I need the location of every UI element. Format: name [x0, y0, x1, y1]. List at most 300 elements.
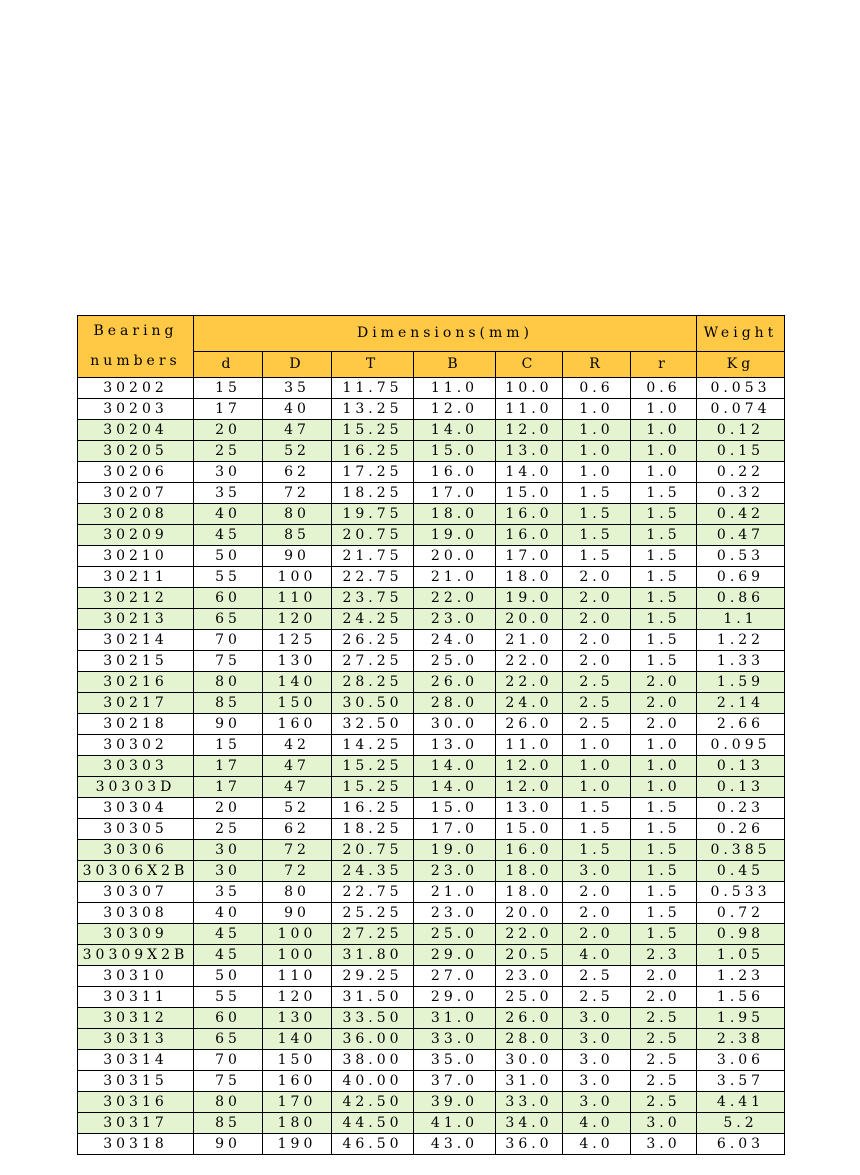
outer-d-cell: 160 — [263, 714, 332, 735]
r-small-cell: 1.5 — [631, 861, 697, 882]
bearing-number-cell: 30305 — [78, 819, 194, 840]
bearing-number-cell: 30309 — [78, 924, 194, 945]
table-row — [78, 672, 785, 693]
b-cell: 27.0 — [414, 966, 496, 987]
b-cell: 30.0 — [414, 714, 496, 735]
table-row — [78, 735, 785, 756]
r-small-cell: 2.0 — [631, 672, 697, 693]
t-cell: 31.80 — [332, 945, 414, 966]
c-cell: 16.0 — [496, 525, 563, 546]
weight-cell: 1.56 — [697, 987, 785, 1008]
r-large-cell: 0.6 — [563, 378, 631, 399]
r-small-cell: 1.0 — [631, 441, 697, 462]
outer-d-cell: 62 — [263, 819, 332, 840]
bearing-number-cell: 30303D — [78, 777, 194, 798]
r-large-cell: 3.0 — [563, 1029, 631, 1050]
table-row — [78, 609, 785, 630]
r-large-cell: 3.0 — [563, 1008, 631, 1029]
b-cell: 35.0 — [414, 1050, 496, 1071]
b-cell: 21.0 — [414, 567, 496, 588]
outer-d-cell: 52 — [263, 441, 332, 462]
c-cell: 23.0 — [496, 966, 563, 987]
table-row — [78, 903, 785, 924]
t-cell: 16.25 — [332, 441, 414, 462]
outer-d-cell: 180 — [263, 1113, 332, 1134]
bearing-number-cell: 30316 — [78, 1092, 194, 1113]
b-cell: 23.0 — [414, 903, 496, 924]
header-col-c: C — [496, 351, 563, 377]
b-cell: 25.0 — [414, 924, 496, 945]
table-row — [78, 483, 785, 504]
table-row — [78, 378, 785, 399]
c-cell: 26.0 — [496, 714, 563, 735]
c-cell: 33.0 — [496, 1092, 563, 1113]
bearing-table — [77, 315, 785, 1155]
c-cell: 21.0 — [496, 630, 563, 651]
weight-cell: 1.22 — [697, 630, 785, 651]
weight-cell: 0.385 — [697, 840, 785, 861]
outer-d-cell: 47 — [263, 777, 332, 798]
outer-d-cell: 90 — [263, 546, 332, 567]
c-cell: 12.0 — [496, 420, 563, 441]
b-cell: 33.0 — [414, 1029, 496, 1050]
header-bearing-numbers — [78, 316, 194, 378]
table-row — [78, 1008, 785, 1029]
r-small-cell: 2.5 — [631, 1008, 697, 1029]
d-cell: 65 — [194, 609, 263, 630]
r-large-cell: 2.0 — [563, 567, 631, 588]
r-large-cell: 1.0 — [563, 777, 631, 798]
d-cell: 60 — [194, 1008, 263, 1029]
b-cell: 17.0 — [414, 819, 496, 840]
weight-cell: 0.53 — [697, 546, 785, 567]
weight-cell: 1.33 — [697, 651, 785, 672]
weight-cell: 0.42 — [697, 504, 785, 525]
r-large-cell: 1.5 — [563, 840, 631, 861]
b-cell: 41.0 — [414, 1113, 496, 1134]
r-large-cell: 3.0 — [563, 1050, 631, 1071]
bearing-number-cell: 30318 — [78, 1134, 194, 1155]
b-cell: 23.0 — [414, 861, 496, 882]
weight-cell: 0.13 — [697, 756, 785, 777]
d-cell: 70 — [194, 1050, 263, 1071]
d-cell: 55 — [194, 567, 263, 588]
c-cell: 16.0 — [496, 504, 563, 525]
bearing-number-cell: 30312 — [78, 1008, 194, 1029]
bearing-number-cell: 30211 — [78, 567, 194, 588]
d-cell: 90 — [194, 714, 263, 735]
r-small-cell: 1.5 — [631, 882, 697, 903]
c-cell: 25.0 — [496, 987, 563, 1008]
table-row — [78, 840, 785, 861]
bearing-number-cell: 30307 — [78, 882, 194, 903]
d-cell: 20 — [194, 798, 263, 819]
outer-d-cell: 120 — [263, 609, 332, 630]
outer-d-cell: 100 — [263, 567, 332, 588]
b-cell: 28.0 — [414, 693, 496, 714]
t-cell: 11.75 — [332, 378, 414, 399]
bearing-number-cell: 30206 — [78, 462, 194, 483]
t-cell: 21.75 — [332, 546, 414, 567]
c-cell: 18.0 — [496, 567, 563, 588]
bearing-number-cell: 30217 — [78, 693, 194, 714]
weight-cell: 5.2 — [697, 1113, 785, 1134]
table-row — [78, 420, 785, 441]
bearing-number-cell: 30303 — [78, 756, 194, 777]
bearing-number-cell: 30205 — [78, 441, 194, 462]
weight-cell: 0.15 — [697, 441, 785, 462]
r-large-cell: 1.0 — [563, 420, 631, 441]
t-cell: 29.25 — [332, 966, 414, 987]
r-small-cell: 2.5 — [631, 1029, 697, 1050]
r-large-cell: 2.5 — [563, 714, 631, 735]
weight-cell: 1.59 — [697, 672, 785, 693]
r-large-cell: 1.5 — [563, 546, 631, 567]
r-large-cell: 3.0 — [563, 1092, 631, 1113]
b-cell: 11.0 — [414, 378, 496, 399]
d-cell: 85 — [194, 693, 263, 714]
r-small-cell: 2.0 — [631, 693, 697, 714]
t-cell: 19.75 — [332, 504, 414, 525]
r-small-cell: 1.5 — [631, 609, 697, 630]
table-row — [78, 756, 785, 777]
outer-d-cell: 72 — [263, 483, 332, 504]
d-cell: 80 — [194, 1092, 263, 1113]
table-row — [78, 441, 785, 462]
r-large-cell: 1.0 — [563, 462, 631, 483]
r-small-cell: 1.5 — [631, 651, 697, 672]
t-cell: 22.75 — [332, 882, 414, 903]
bearing-number-cell: 30317 — [78, 1113, 194, 1134]
r-large-cell: 4.0 — [563, 1113, 631, 1134]
r-small-cell: 1.0 — [631, 777, 697, 798]
r-large-cell: 2.0 — [563, 924, 631, 945]
table-row — [78, 588, 785, 609]
d-cell: 40 — [194, 504, 263, 525]
weight-cell: 2.14 — [697, 693, 785, 714]
r-small-cell: 1.5 — [631, 567, 697, 588]
b-cell: 13.0 — [414, 735, 496, 756]
d-cell: 35 — [194, 882, 263, 903]
weight-cell: 0.095 — [697, 735, 785, 756]
d-cell: 80 — [194, 672, 263, 693]
weight-cell: 0.12 — [697, 420, 785, 441]
c-cell: 19.0 — [496, 588, 563, 609]
b-cell: 25.0 — [414, 651, 496, 672]
bearing-number-cell: 30214 — [78, 630, 194, 651]
d-cell: 75 — [194, 1071, 263, 1092]
table-row — [78, 567, 785, 588]
outer-d-cell: 190 — [263, 1134, 332, 1155]
b-cell: 39.0 — [414, 1092, 496, 1113]
weight-cell: 0.69 — [697, 567, 785, 588]
table-row — [78, 651, 785, 672]
c-cell: 31.0 — [496, 1071, 563, 1092]
t-cell: 13.25 — [332, 399, 414, 420]
t-cell: 27.25 — [332, 651, 414, 672]
table-row — [78, 966, 785, 987]
outer-d-cell: 170 — [263, 1092, 332, 1113]
b-cell: 19.0 — [414, 840, 496, 861]
t-cell: 28.25 — [332, 672, 414, 693]
b-cell: 43.0 — [414, 1134, 496, 1155]
header-col-r-small: r — [631, 351, 697, 377]
bearing-number-cell: 30311 — [78, 987, 194, 1008]
d-cell: 30 — [194, 861, 263, 882]
bearing-number-cell: 30313 — [78, 1029, 194, 1050]
r-small-cell: 1.0 — [631, 462, 697, 483]
d-cell: 17 — [194, 777, 263, 798]
c-cell: 18.0 — [496, 882, 563, 903]
b-cell: 24.0 — [414, 630, 496, 651]
r-small-cell: 1.5 — [631, 630, 697, 651]
b-cell: 29.0 — [414, 987, 496, 1008]
t-cell: 30.50 — [332, 693, 414, 714]
outer-d-cell: 110 — [263, 588, 332, 609]
r-small-cell: 1.5 — [631, 546, 697, 567]
outer-d-cell: 100 — [263, 945, 332, 966]
weight-cell: 4.41 — [697, 1092, 785, 1113]
r-large-cell: 2.5 — [563, 966, 631, 987]
r-large-cell: 2.0 — [563, 651, 631, 672]
table-row — [78, 714, 785, 735]
bearing-number-cell: 30204 — [78, 420, 194, 441]
c-cell: 16.0 — [496, 840, 563, 861]
bearing-number-cell: 30216 — [78, 672, 194, 693]
r-large-cell: 1.0 — [563, 756, 631, 777]
t-cell: 32.50 — [332, 714, 414, 735]
t-cell: 42.50 — [332, 1092, 414, 1113]
table-row — [78, 693, 785, 714]
r-large-cell: 2.5 — [563, 693, 631, 714]
d-cell: 30 — [194, 840, 263, 861]
bearing-number-cell: 30310 — [78, 966, 194, 987]
c-cell: 10.0 — [496, 378, 563, 399]
t-cell: 15.25 — [332, 756, 414, 777]
outer-d-cell: 47 — [263, 420, 332, 441]
table-row — [78, 1092, 785, 1113]
c-cell: 30.0 — [496, 1050, 563, 1071]
b-cell: 19.0 — [414, 525, 496, 546]
weight-cell: 0.98 — [697, 924, 785, 945]
r-small-cell: 1.5 — [631, 588, 697, 609]
r-small-cell: 1.5 — [631, 903, 697, 924]
table-row — [78, 399, 785, 420]
bearing-number-cell: 30210 — [78, 546, 194, 567]
d-cell: 40 — [194, 903, 263, 924]
outer-d-cell: 90 — [263, 903, 332, 924]
t-cell: 38.00 — [332, 1050, 414, 1071]
c-cell: 13.0 — [496, 798, 563, 819]
t-cell: 17.25 — [332, 462, 414, 483]
r-large-cell: 2.0 — [563, 588, 631, 609]
c-cell: 12.0 — [496, 756, 563, 777]
r-large-cell: 2.0 — [563, 630, 631, 651]
header-weight-unit: Kg — [697, 351, 785, 377]
t-cell: 44.50 — [332, 1113, 414, 1134]
header-col-r-large: R — [563, 351, 631, 377]
r-small-cell: 2.5 — [631, 1071, 697, 1092]
weight-cell: 1.95 — [697, 1008, 785, 1029]
weight-cell: 0.86 — [697, 588, 785, 609]
c-cell: 12.0 — [496, 777, 563, 798]
bearing-number-cell: 30215 — [78, 651, 194, 672]
bearing-number-cell: 30209 — [78, 525, 194, 546]
bearing-number-cell: 30213 — [78, 609, 194, 630]
c-cell: 15.0 — [496, 483, 563, 504]
c-cell: 24.0 — [496, 693, 563, 714]
t-cell: 20.75 — [332, 840, 414, 861]
t-cell: 18.25 — [332, 819, 414, 840]
r-small-cell: 1.0 — [631, 420, 697, 441]
r-large-cell: 1.5 — [563, 525, 631, 546]
weight-cell: 0.074 — [697, 399, 785, 420]
d-cell: 30 — [194, 462, 263, 483]
b-cell: 22.0 — [414, 588, 496, 609]
r-small-cell: 1.5 — [631, 525, 697, 546]
table-row — [78, 777, 785, 798]
header-col-d-large: D — [263, 351, 332, 377]
d-cell: 50 — [194, 966, 263, 987]
t-cell: 14.25 — [332, 735, 414, 756]
outer-d-cell: 150 — [263, 1050, 332, 1071]
header-col-t: T — [332, 351, 414, 377]
weight-cell: 3.06 — [697, 1050, 785, 1071]
header-dimensions: Dimensions(mm) — [194, 316, 697, 352]
c-cell: 17.0 — [496, 546, 563, 567]
weight-cell: 1.05 — [697, 945, 785, 966]
outer-d-cell: 72 — [263, 840, 332, 861]
outer-d-cell: 120 — [263, 987, 332, 1008]
b-cell: 29.0 — [414, 945, 496, 966]
c-cell: 34.0 — [496, 1113, 563, 1134]
outer-d-cell: 80 — [263, 882, 332, 903]
weight-cell: 0.23 — [697, 798, 785, 819]
outer-d-cell: 62 — [263, 462, 332, 483]
header-bearing-line2: numbers — [90, 353, 181, 369]
outer-d-cell: 100 — [263, 924, 332, 945]
t-cell: 20.75 — [332, 525, 414, 546]
table-row — [78, 819, 785, 840]
c-cell: 14.0 — [496, 462, 563, 483]
bearing-number-cell: 30306X2B — [78, 861, 194, 882]
r-small-cell: 1.5 — [631, 840, 697, 861]
r-large-cell: 1.0 — [563, 399, 631, 420]
c-cell: 15.0 — [496, 819, 563, 840]
b-cell: 31.0 — [414, 1008, 496, 1029]
b-cell: 37.0 — [414, 1071, 496, 1092]
c-cell: 22.0 — [496, 651, 563, 672]
header-bearing-line1: Bearing — [93, 323, 178, 339]
weight-cell: 0.26 — [697, 819, 785, 840]
d-cell: 45 — [194, 945, 263, 966]
outer-d-cell: 35 — [263, 378, 332, 399]
weight-cell: 0.45 — [697, 861, 785, 882]
r-small-cell: 0.6 — [631, 378, 697, 399]
bearing-number-cell: 30306 — [78, 840, 194, 861]
weight-cell: 0.22 — [697, 462, 785, 483]
t-cell: 46.50 — [332, 1134, 414, 1155]
table-row — [78, 882, 785, 903]
table-row — [78, 462, 785, 483]
r-large-cell: 4.0 — [563, 945, 631, 966]
bearing-number-cell: 30212 — [78, 588, 194, 609]
t-cell: 31.50 — [332, 987, 414, 1008]
outer-d-cell: 130 — [263, 651, 332, 672]
outer-d-cell: 110 — [263, 966, 332, 987]
outer-d-cell: 47 — [263, 756, 332, 777]
d-cell: 45 — [194, 924, 263, 945]
r-large-cell: 3.0 — [563, 861, 631, 882]
r-large-cell: 2.0 — [563, 903, 631, 924]
header-col-b: B — [414, 351, 496, 377]
weight-cell: 0.72 — [697, 903, 785, 924]
c-cell: 36.0 — [496, 1134, 563, 1155]
d-cell: 55 — [194, 987, 263, 1008]
r-small-cell: 2.5 — [631, 1092, 697, 1113]
bearing-number-cell: 30203 — [78, 399, 194, 420]
outer-d-cell: 140 — [263, 1029, 332, 1050]
c-cell: 22.0 — [496, 924, 563, 945]
d-cell: 17 — [194, 399, 263, 420]
header-weight: Weight — [697, 316, 785, 352]
weight-cell: 0.13 — [697, 777, 785, 798]
r-small-cell: 1.5 — [631, 924, 697, 945]
weight-cell: 0.32 — [697, 483, 785, 504]
d-cell: 25 — [194, 819, 263, 840]
b-cell: 15.0 — [414, 798, 496, 819]
outer-d-cell: 160 — [263, 1071, 332, 1092]
outer-d-cell: 42 — [263, 735, 332, 756]
bearing-number-cell: 30314 — [78, 1050, 194, 1071]
r-small-cell: 1.0 — [631, 756, 697, 777]
table-row — [78, 798, 785, 819]
c-cell: 20.0 — [496, 609, 563, 630]
r-small-cell: 1.5 — [631, 819, 697, 840]
r-small-cell: 1.5 — [631, 504, 697, 525]
bearing-number-cell: 30302 — [78, 735, 194, 756]
weight-cell: 1.23 — [697, 966, 785, 987]
r-large-cell: 1.5 — [563, 504, 631, 525]
bearing-number-cell: 30315 — [78, 1071, 194, 1092]
outer-d-cell: 52 — [263, 798, 332, 819]
r-small-cell: 1.5 — [631, 483, 697, 504]
weight-cell: 0.533 — [697, 882, 785, 903]
d-cell: 50 — [194, 546, 263, 567]
r-small-cell: 1.5 — [631, 798, 697, 819]
bearing-number-cell: 30208 — [78, 504, 194, 525]
table-row — [78, 945, 785, 966]
table-row — [78, 546, 785, 567]
table-body — [78, 378, 785, 1155]
r-small-cell: 2.0 — [631, 714, 697, 735]
r-small-cell: 2.5 — [631, 1050, 697, 1071]
d-cell: 35 — [194, 483, 263, 504]
b-cell: 17.0 — [414, 483, 496, 504]
outer-d-cell: 72 — [263, 861, 332, 882]
b-cell: 23.0 — [414, 609, 496, 630]
t-cell: 27.25 — [332, 924, 414, 945]
r-large-cell: 2.0 — [563, 609, 631, 630]
c-cell: 13.0 — [496, 441, 563, 462]
r-small-cell: 2.0 — [631, 966, 697, 987]
table-row — [78, 1134, 785, 1155]
b-cell: 26.0 — [414, 672, 496, 693]
t-cell: 24.35 — [332, 861, 414, 882]
d-cell: 45 — [194, 525, 263, 546]
d-cell: 70 — [194, 630, 263, 651]
t-cell: 26.25 — [332, 630, 414, 651]
